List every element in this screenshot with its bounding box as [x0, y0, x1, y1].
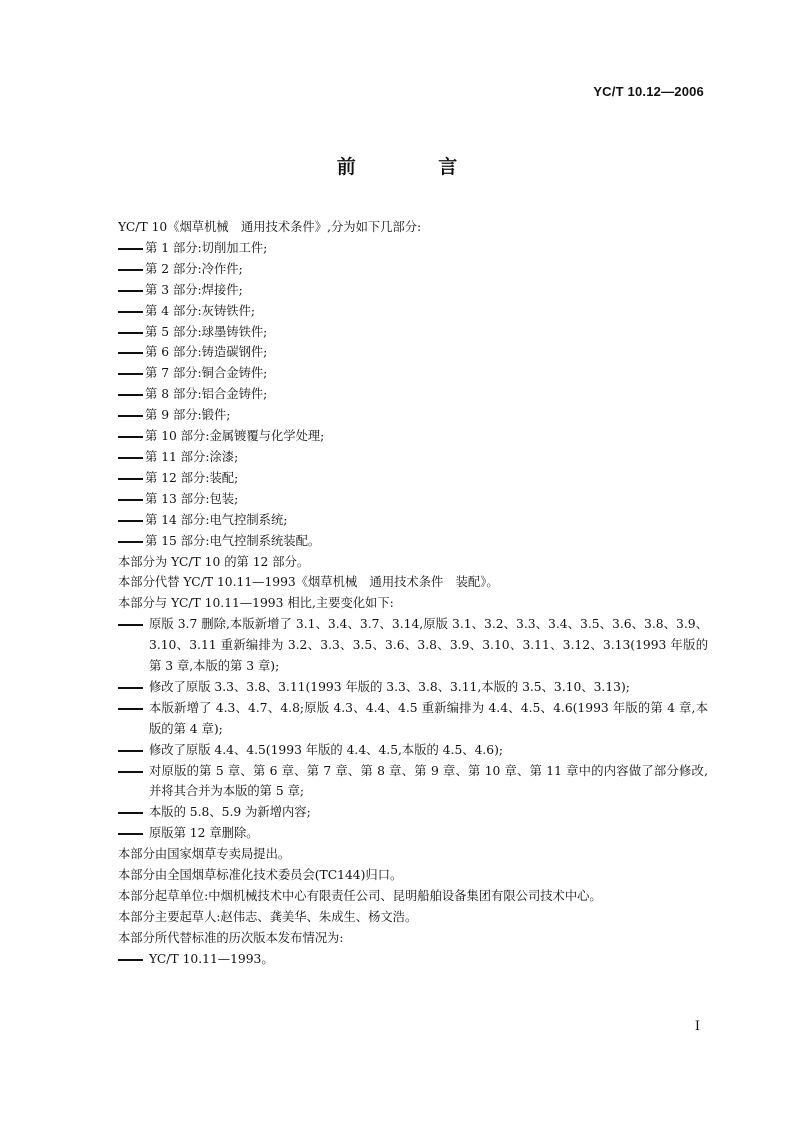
closing-drafters: 本部分主要起草人:赵伟志、龚美华、朱成生、杨文浩。	[118, 909, 418, 924]
part-item-14	[118, 510, 708, 531]
em-dash-marker	[118, 708, 143, 710]
em-dash-marker	[118, 624, 143, 626]
em-dash-marker	[118, 352, 143, 354]
closing-proposer: 本部分由国家烟草专卖局提出。	[118, 847, 291, 862]
part-item-1	[118, 238, 708, 259]
em-dash-marker	[118, 436, 143, 438]
em-dash-marker	[118, 520, 143, 522]
part-item-text: 第 4 部分:灰铸铁件;	[145, 303, 256, 318]
change-item-1	[118, 614, 708, 677]
closing-history-intro: 本部分所代替标准的历次版本发布情况为:	[118, 930, 344, 945]
statement-part-number: 本部分为 YC/T 10 的第 12 部分。	[118, 554, 310, 569]
part-item-2	[118, 259, 708, 280]
em-dash-marker	[118, 812, 143, 814]
change-item-3	[118, 698, 708, 740]
em-dash-marker	[118, 959, 143, 961]
em-dash-marker	[118, 541, 143, 543]
part-item-4	[118, 301, 708, 322]
part-item-text: 第 7 部分:铜合金铸件;	[145, 366, 268, 381]
part-item-text: 第 9 部分:锻件;	[145, 408, 231, 423]
part-item-text: 第 2 部分:冷作件;	[145, 261, 243, 276]
part-item-15	[118, 531, 708, 552]
change-item-6	[118, 802, 708, 823]
em-dash-marker	[118, 499, 143, 501]
change-item-text: 对原版的第 5 章、第 6 章、第 7 章、第 8 章、第 9 章、第 10 章、第 11 章中的内容做了部分修改,并将其合并为本版的第 5 章;	[149, 763, 708, 799]
change-item-text: 修改了原版 3.3、3.8、3.11(1993 年版的 3.3、3.8、3.11,本版的 3.5、3.10、3.13);	[149, 679, 630, 694]
part-item-text: 第 3 部分:焊接件;	[145, 282, 243, 297]
change-item-text: 本版新增了 4.3、4.7、4.8;原版 4.3、4.4、4.5 重新编排为 4.4、4.5、4.6(1993 年版的第 4 章,本版的第 4 章);	[149, 700, 708, 736]
em-dash-marker	[118, 269, 143, 271]
part-item-3	[118, 280, 708, 301]
part-item-text: 第 14 部分:电气控制系统;	[145, 512, 288, 527]
closing-drafting-units: 本部分起草单位:中烟机械技术中心有限责任公司、昆明船舶设备集团有限公司技术中心。	[118, 889, 602, 903]
em-dash-marker	[118, 415, 143, 417]
part-item-8	[118, 384, 708, 405]
part-item-11	[118, 447, 708, 468]
part-item-10	[118, 426, 708, 447]
part-item-text: 第 6 部分:铸造碳钢件;	[145, 345, 268, 360]
em-dash-marker	[118, 457, 143, 459]
standard-code-header: YC/T 10.12—2006	[593, 84, 704, 99]
part-item-text: 第 13 部分:包装;	[145, 491, 239, 506]
history-item-text: YC/T 10.11—1993。	[149, 951, 274, 966]
change-item-text: 修改了原版 4.4、4.5(1993 年版的 4.4、4.5,本版的 4.5、4.6);	[149, 742, 504, 757]
em-dash-marker	[118, 687, 143, 689]
change-item-4	[118, 740, 708, 761]
part-item-text: 第 11 部分:涂漆;	[145, 449, 239, 464]
intro-paragraph: YC/T 10《烟草机械 通用技术条件》,分为如下几部分:	[118, 220, 422, 234]
part-item-text: 第 15 部分:电气控制系统装配。	[145, 533, 321, 548]
em-dash-marker	[118, 311, 143, 313]
change-item-text: 本版的 5.8、5.9 为新增内容;	[149, 805, 311, 820]
part-item-7	[118, 363, 708, 384]
part-item-text: 第 8 部分:铝合金铸件;	[145, 387, 268, 402]
changes-list	[118, 614, 708, 844]
em-dash-marker	[118, 248, 143, 250]
em-dash-marker	[118, 332, 143, 334]
part-item-6	[118, 342, 708, 363]
change-item-2	[118, 677, 708, 698]
change-item-text: 原版第 12 章删除。	[149, 826, 259, 841]
document-body	[118, 217, 708, 970]
part-item-13	[118, 489, 708, 510]
part-item-text: 第 5 部分:球墨铸铁件;	[145, 324, 268, 339]
statement-replaces: 本部分代替 YC/T 10.11—1993《烟草机械 通用技术条件 装配》。	[118, 575, 499, 590]
em-dash-marker	[118, 771, 143, 773]
history-item-1	[118, 949, 708, 970]
part-item-text: 第 10 部分:金属镀覆与化学处理;	[145, 429, 325, 444]
parts-list	[118, 238, 708, 552]
change-item-5	[118, 761, 708, 803]
part-item-text: 第 12 部分:装配;	[145, 470, 239, 485]
em-dash-marker	[118, 373, 143, 375]
em-dash-marker	[118, 750, 143, 752]
closing-committee: 本部分由全国烟草标准化技术委员会(TC144)归口。	[118, 868, 403, 883]
em-dash-marker	[118, 478, 143, 480]
part-item-9	[118, 405, 708, 426]
page-title: 前 言	[336, 156, 496, 178]
statement-changes-intro: 本部分与 YC/T 10.11—1993 相比,主要变化如下:	[118, 596, 394, 611]
em-dash-marker	[118, 833, 143, 835]
change-item-7	[118, 823, 708, 844]
page-number: I	[694, 1019, 700, 1034]
part-item-5	[118, 322, 708, 343]
em-dash-marker	[118, 290, 143, 292]
part-item-text: 第 1 部分:切削加工件;	[145, 240, 268, 255]
part-item-12	[118, 468, 708, 489]
em-dash-marker	[118, 394, 143, 396]
change-item-text: 原版 3.7 删除,本版新增了 3.1、3.4、3.7、3.14,原版 3.1、3.2、3.3、3.4、3.5、3.6、3.8、3.9、3.10、3.11 重新编排为 3.2、3.3、3.5、3.6、3.8、3.9、3.10、3.11、3.12、3.13(1993 年版的第 3 章,本版的第 3 章);	[149, 617, 708, 674]
